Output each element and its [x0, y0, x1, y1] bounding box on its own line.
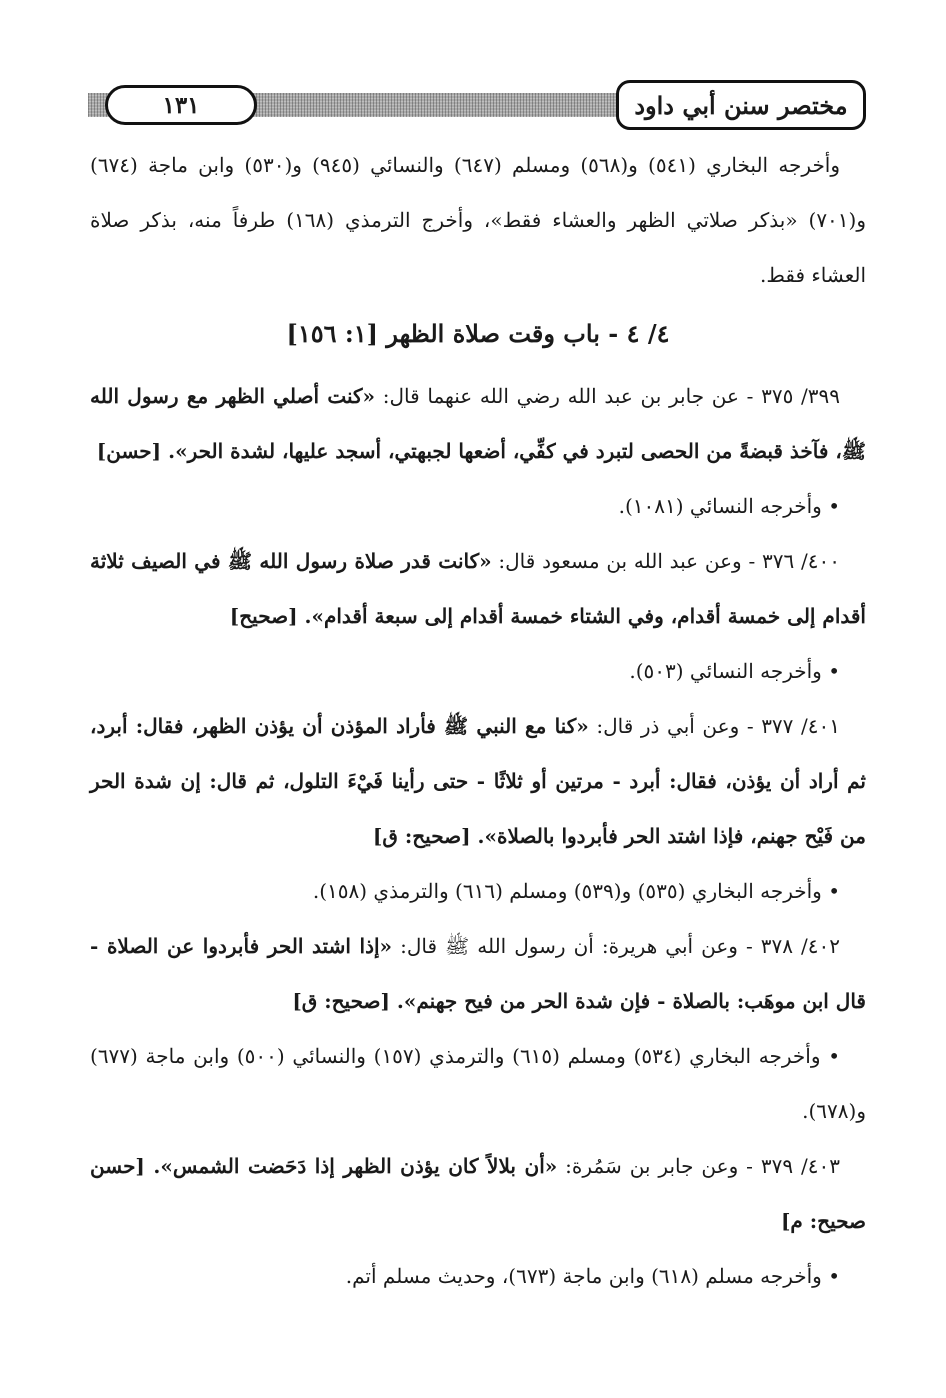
- page-body: [90, 138, 866, 1304]
- page-header: [88, 80, 866, 128]
- hadith-text: [90, 534, 866, 644]
- hadith-takhrij: • وأخرجه البخاري (٥٣٥) و(٥٣٩) ومسلم (٦١٦) والترمذي (١٥٨).: [312, 879, 840, 903]
- hadith-entry: [90, 919, 866, 1139]
- hadith-body: «كانت قدر صلاة رسول الله ﷺ في الصيف ثلاثة أقدام إلى خمسة أقدام، وفي الشتاء خمسة أقدام إلى سبعة أقدام». [صحيح]: [90, 549, 866, 628]
- hadith-text: [90, 1139, 866, 1249]
- hadith-takhrij: • وأخرجه البخاري (٥٣٤) ومسلم (٦١٥) والترمذي (١٥٧) والنسائي (٥٠٠) وابن ماجة (٦٧٧) و(٦٧٨).: [90, 1044, 866, 1123]
- hadith-body: «كنت أصلي الظهر مع رسول الله ﷺ، فآخذ قبضةً من الحصى لتبرد في كفِّي، أضعها لجبهتي، أسجد عليها، لشدة الحر». [حسن]: [90, 384, 866, 463]
- hadith-text: [90, 369, 866, 479]
- hadith-takhrij: • وأخرجه النسائي (١٠٨١).: [618, 494, 840, 518]
- book-title: مختصر سنن أبي داود: [616, 80, 866, 130]
- hadith-entry: [90, 699, 866, 919]
- hadith-entry: [90, 534, 866, 699]
- hadith-text: [90, 699, 866, 864]
- hadith-lead: ٣٩٩/ ٣٧٥ - عن جابر بن عبد الله رضي الله عنهما قال:: [375, 384, 841, 408]
- hadith-body: «أن بلالاً كان يؤذن الظهر إذا دَحَضت الشمس». [حسن صحيح: م]: [90, 1154, 866, 1233]
- hadith-lead: ٤٠٢/ ٣٧٨ - وعن أبي هريرة: أن رسول الله ﷺ قال:: [392, 934, 840, 958]
- chapter-heading: ٤/ ٤ - باب وقت صلاة الظهر [١: ١٥٦]: [286, 319, 670, 348]
- hadith-takhrij: • وأخرجه النسائي (٥٠٣).: [629, 659, 840, 683]
- hadith-text: [90, 919, 866, 1029]
- hadith-lead: ٤٠٣/ ٣٧٩ - وعن جابر بن سَمُرة:: [557, 1154, 840, 1178]
- page-number: ١٣١: [105, 85, 257, 125]
- hadith-takhrij: • وأخرجه مسلم (٦١٨) وابن ماجة (٦٧٣)، وحديث مسلم أتم.: [345, 1264, 840, 1288]
- hadith-lead: ٤٠١/ ٣٧٧ - وعن أبي ذر قال:: [588, 714, 840, 738]
- intro-takhrij: وأخرجه البخاري (٥٤١) و(٥٦٨) ومسلم (٦٤٧) والنسائي (٩٤٥) و(٥٣٠) وابن ماجة (٦٧٤) و(٧٠١) «بذكر صلاتي الظهر والعشاء فقط»، وأخرج الترمذي (١٦٨) طرفاً منه، بذكر صلاة العشاء فقط.: [90, 153, 867, 287]
- hadith-entry: [90, 1139, 866, 1304]
- hadith-body: «كنا مع النبي ﷺ فأراد المؤذن أن يؤذن الظهر، فقال: أبرد، ثم أراد أن يؤذن، فقال: أبرد - مرتين أو ثلاثًا - حتى رأينا فَيْءَ التلول، ثم قال: إن شدة الحر من فَيْح جهنم، فإذا اشتد الحر فأبردوا بالصلاة». [صحيح: ق]: [90, 714, 866, 848]
- hadith-entry: [90, 369, 866, 534]
- hadith-body: «إذا اشتد الحر فأبردوا عن الصلاة - قال ابن موهَب: بالصلاة - فإن شدة الحر من فيح جهنم». [صحيح: ق]: [90, 934, 866, 1013]
- hadith-lead: ٤٠٠/ ٣٧٦ - وعن عبد الله بن مسعود قال:: [491, 549, 840, 573]
